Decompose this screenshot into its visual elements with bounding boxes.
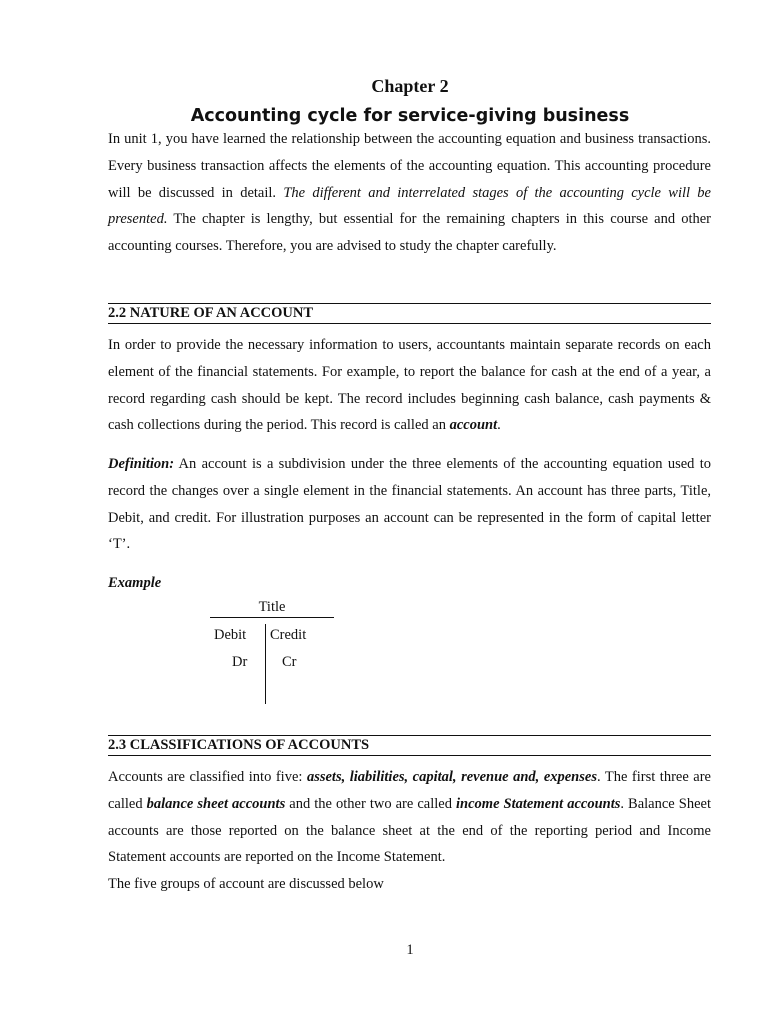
class-text-g: . Balance Sheet accounts are those reported on the balance sheet at the end of the reporting period and Income Statement accounts are reported on the Income Statement. [108,795,711,866]
section-heading-2-3: 2.3 CLASSIFICATIONS OF ACCOUNTS [108,735,711,756]
chapter-heading: Chapter 2 [371,76,449,96]
definition-paragraph [108,451,711,558]
chapter-title: Accounting cycle for service-giving business [190,106,630,126]
definition-text: An account is a subdivision under the three elements of the accounting equation used to record the changes over a single element in the financial statements. An account has three parts, Title, Debit, and credit. For illustration purposes an account can be represented in the form of capital letter ‘T’. [108,456,711,553]
intro-text-1: In unit 1, you have learned the relationship between the accounting equation and business transactions. Every business transaction affects the elements of the accounting equation. This accounting procedure will be discussed in detail. [108,131,711,201]
page-number: 1 [406,942,414,958]
class-text-c: . The first three are called [108,769,711,812]
t-account-cr: Cr [282,654,297,670]
t-account-credit: Credit [270,627,307,643]
intro-text-2: The chapter is lengthy, but essential for the remaining chapters in this course and other accounting courses. Therefore, you are advised to study the chapter carefully. [108,211,711,255]
nature-end: . [497,417,501,434]
example-label: Example [108,575,162,591]
intro-italic: The different and interrelated stages of the accounting cycle will be presented. [108,184,711,228]
class-groups: assets, liabilities, capital, revenue and, expenses [306,769,597,785]
definition-label: Definition: [108,456,175,472]
t-account-title: Title [210,598,334,618]
class-text-e: and the other two are called [285,795,457,812]
t-account-diagram [200,598,360,708]
section-heading-2-2: 2.2 NATURE OF AN ACCOUNT [108,303,711,324]
t-account-divider [265,624,266,704]
intro-paragraph [108,126,711,260]
account-term: account [449,417,498,434]
nature-text: In order to provide the necessary information to users, accountants maintain separate records on each element of the financial statements. For example, to report the balance for cash at the end of a year, a record regarding cash should be kept. The record includes beginning cash balance, cash payments & cash collections during the period. This record is called an [108,337,711,434]
five-groups-line: The five groups of account are discussed below [108,876,384,892]
classification-paragraph [108,764,711,871]
income-statement-term: income Statement accounts [456,795,621,812]
nature-paragraph [108,332,711,439]
t-account-debit: Debit [214,627,247,643]
balance-sheet-term: balance sheet accounts [146,795,286,812]
class-text-a: Accounts are classified into five: [108,769,307,785]
t-account-dr: Dr [232,654,248,670]
